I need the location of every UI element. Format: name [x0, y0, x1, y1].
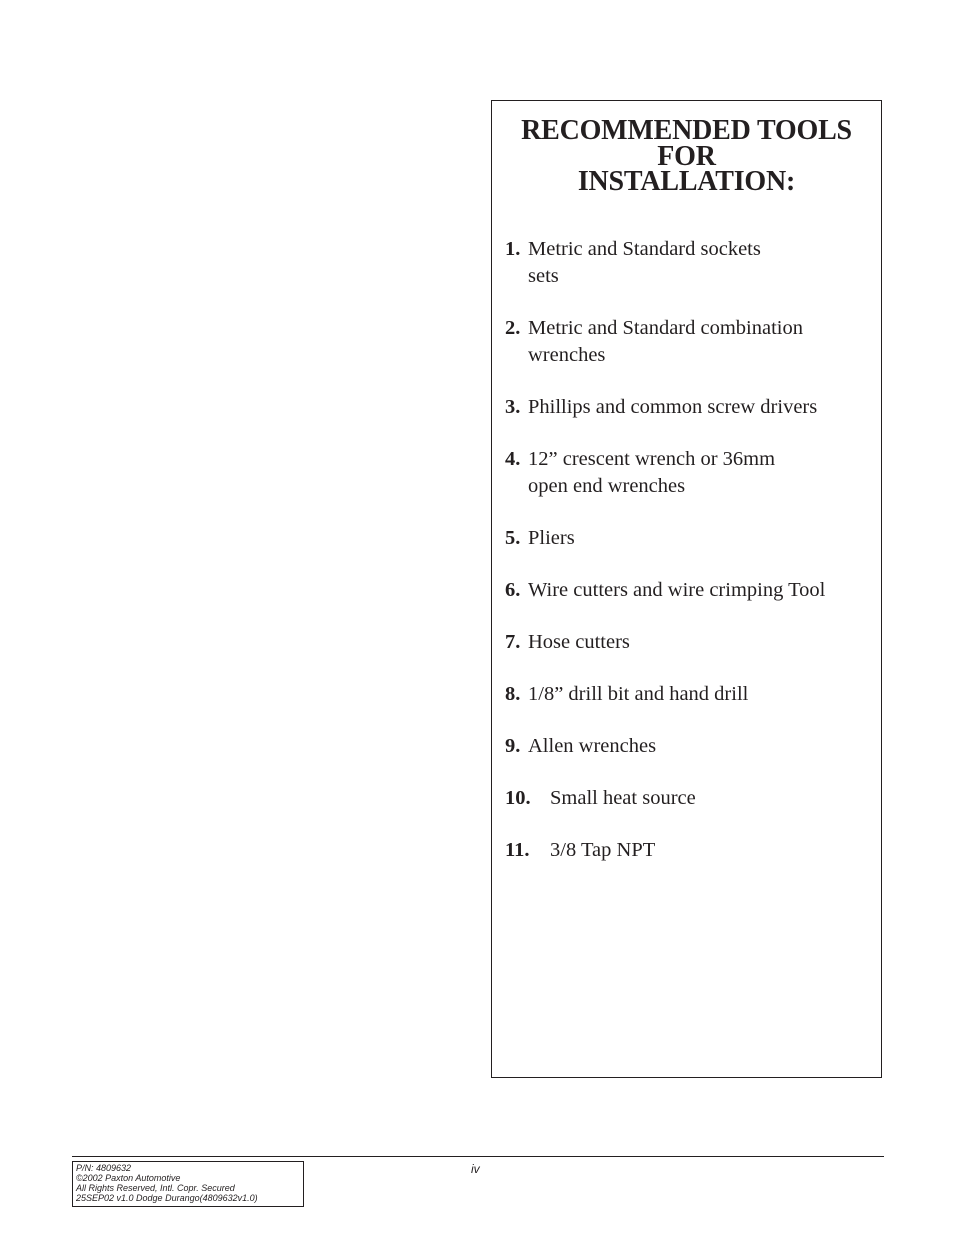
- title-line: FOR: [657, 140, 716, 172]
- tool-text-line: Wire cutters and wire crimping Tool: [528, 579, 826, 601]
- tool-number: 3.: [505, 396, 521, 418]
- tool-text-line: Pliers: [528, 527, 575, 549]
- tool-number: 1.: [505, 238, 521, 260]
- tool-number: 11.: [505, 839, 530, 861]
- tool-item: [505, 629, 877, 656]
- footer-info-box: [72, 1161, 304, 1207]
- tool-item: [505, 236, 877, 290]
- footer-copyright: ©2002 Paxton Automotive: [76, 1173, 181, 1183]
- tool-text-line: Phillips and common screw drivers: [528, 396, 818, 418]
- tool-item: [505, 525, 877, 552]
- recommended-tools-box: [491, 100, 882, 1078]
- tool-text-line: 12” crescent wrench or 36mm: [528, 448, 776, 470]
- tool-item: [505, 394, 877, 421]
- tool-text-line: 3/8 Tap NPT: [550, 839, 656, 861]
- tool-text-line: wrenches: [528, 344, 606, 366]
- tools-box-title: [492, 115, 881, 197]
- page-number: iv: [471, 1162, 480, 1176]
- footer-divider: [72, 1156, 884, 1157]
- tool-item: [505, 837, 877, 864]
- tool-item: [505, 681, 877, 708]
- tool-text-line: 1/8” drill bit and hand drill: [528, 683, 749, 705]
- tool-item: [505, 733, 877, 760]
- tool-text-line: Allen wrenches: [528, 735, 657, 757]
- title-line: INSTALLATION:: [577, 166, 796, 197]
- title-line: RECOMMENDED TOOLS: [521, 115, 852, 146]
- tool-text-line: Small heat source: [550, 787, 696, 809]
- footer-part-number: P/N: 4809632: [76, 1163, 132, 1173]
- tool-number: 5.: [505, 527, 521, 549]
- footer-version: 25SEP02 v1.0 Dodge Durango(4809632v1.0): [76, 1193, 258, 1203]
- tool-item: [505, 577, 877, 604]
- tool-item: [505, 446, 877, 500]
- tool-item: [505, 315, 877, 369]
- tool-item: [505, 785, 877, 812]
- tool-number: 7.: [505, 631, 521, 653]
- tool-list: [505, 236, 877, 889]
- tool-number: 8.: [505, 683, 521, 705]
- tool-number: 6.: [505, 579, 521, 601]
- footer-rights: All Rights Reserved, Intl. Copr. Secured: [76, 1183, 235, 1193]
- tool-text-line: sets: [528, 265, 559, 287]
- tool-text-line: Hose cutters: [528, 631, 630, 653]
- tool-number: 4.: [505, 448, 521, 470]
- tool-number: 10.: [505, 787, 531, 809]
- tool-number: 2.: [505, 317, 521, 339]
- tool-text-line: open end wrenches: [528, 475, 686, 497]
- tool-text-line: Metric and Standard combination: [528, 317, 803, 339]
- tool-text-line: Metric and Standard sockets: [528, 238, 761, 260]
- tool-number: 9.: [505, 735, 521, 757]
